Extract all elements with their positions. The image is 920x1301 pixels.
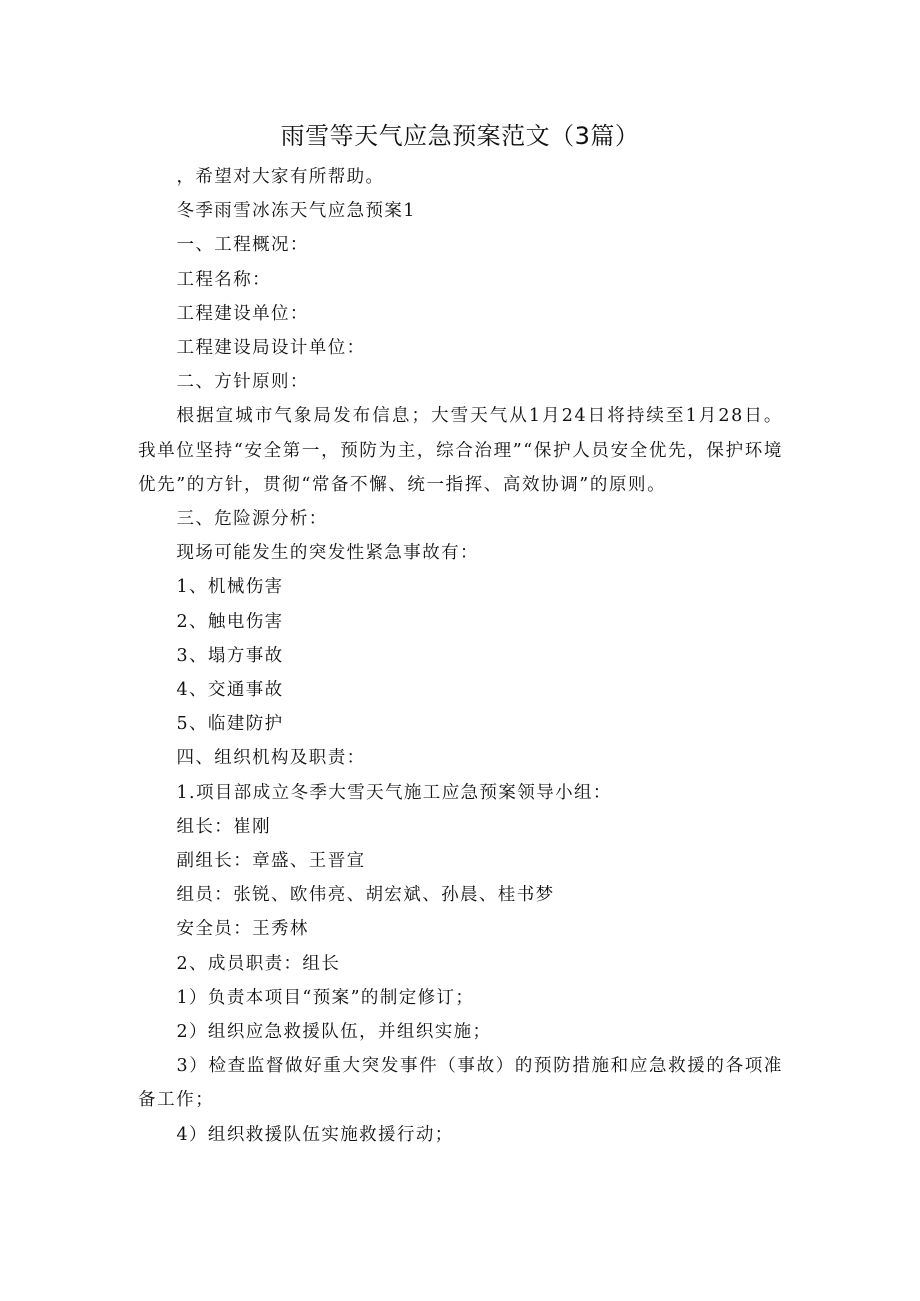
section-heading-plan-1: 冬季雨雪冰冻天气应急预案1 [176, 201, 416, 222]
field-construction-unit: 工程建设单位： [176, 303, 309, 324]
paragraph-principles: 根据宣城市气象局发布信息；大雪天气从1月24日将持续至1月28日。我单位坚持“安全第一，预防为主，综合治理”“保护人员安全优先，保护环境优先”的方针，贯彻“常备不懈、统一指挥、高效协调”的原则。 [138, 406, 783, 495]
paragraph-leadership-group: 1.项目部成立冬季大雪天气施工应急预案领导小组： [176, 782, 612, 803]
document-title: 雨雪等天气应急预案范文（3篇） [280, 122, 640, 150]
list-item-hazard: 2、触电伤害 [176, 611, 284, 632]
list-item-duty: 1）负责本项目“预案”的制定修订； [176, 987, 475, 1008]
list-item-hazard: 1、机械伤害 [176, 577, 284, 598]
paragraph-duties-heading: 2、成员职责：组长 [176, 953, 341, 974]
field-deputy-leader: 副组长：章盛、王晋宣 [176, 851, 366, 872]
list-item-duty: 3）检查监督做好重大突发事件（事故）的预防措施和应急救援的各项准备工作； [138, 1056, 783, 1111]
section-heading-hazards: 三、危险源分析： [176, 509, 328, 530]
field-design-unit: 工程建设局设计单位： [176, 338, 366, 359]
list-item-duty: 4）组织救援队伍实施救援行动； [176, 1124, 454, 1145]
field-project-name: 工程名称： [176, 269, 271, 290]
section-heading-principles: 二、方针原则： [176, 372, 309, 393]
list-item-hazard: 3、塌方事故 [176, 645, 284, 666]
list-item-hazard: 5、临建防护 [176, 714, 284, 735]
section-heading-organization: 四、组织机构及职责： [176, 748, 366, 769]
paragraph-intro: ，希望对大家有所帮助。 [176, 167, 385, 187]
field-members: 组员：张锐、欧伟亮、胡宏斌、孙晨、桂书梦 [176, 885, 555, 906]
field-safety-officer: 安全员：王秀林 [176, 919, 309, 940]
document-body [138, 160, 783, 1152]
paragraph-hazards-intro: 现场可能发生的突发性紧急事故有： [176, 543, 479, 564]
list-item-duty: 2）组织应急救援队伍，并组织实施； [176, 1022, 492, 1043]
list-item-hazard: 4、交通事故 [176, 680, 284, 701]
section-heading-overview: 一、工程概况： [176, 235, 309, 256]
field-leader: 组长：崔刚 [176, 816, 271, 837]
